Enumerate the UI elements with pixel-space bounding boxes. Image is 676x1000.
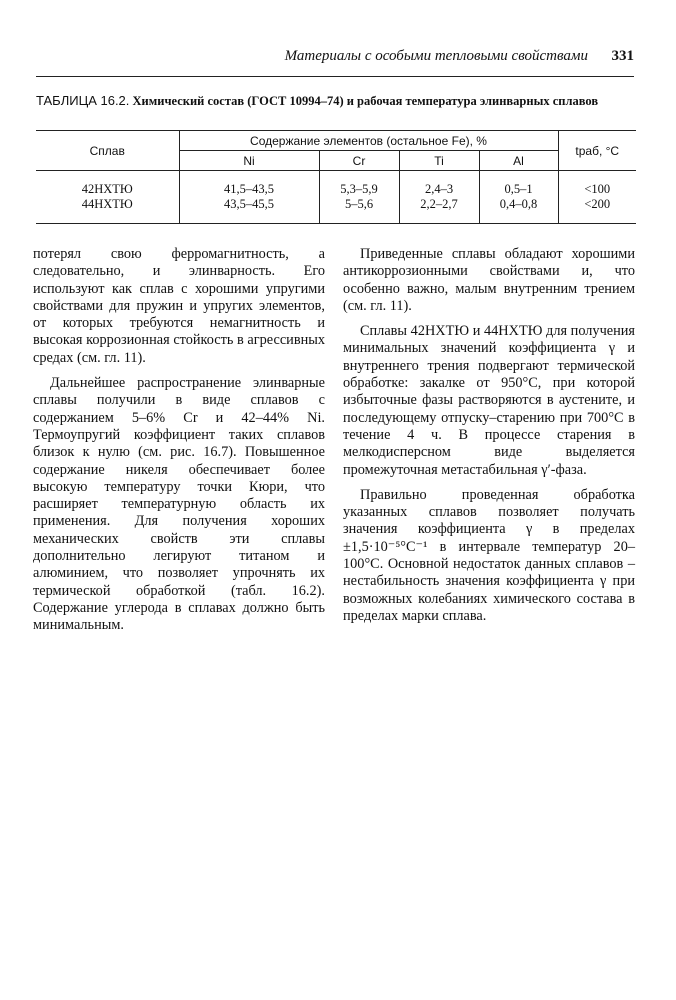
running-title: Материалы с особыми тепловыми свойствами	[284, 48, 588, 64]
composition-table	[36, 130, 636, 224]
header-ni: Ni	[179, 151, 319, 171]
paragraph: Правильно проведенная обработка указанных сплавов позволяет получать значения коэффициента γ в пределах ±1,5·10⁻⁵°С⁻¹ в интервале температур 20–100°С. Основной недостаток данных сплавов – нестабильность значения коэффициента γ при возможных колебаниях химического состава в пределах марки сплава.	[343, 486, 635, 624]
cell-alloys: 42НХТЮ 44НХТЮ	[36, 171, 179, 224]
paragraph: потерял свою ферромагнитность, а следовательно, и элинварность. Его используют как сплав с хорошими упругими свойствами для пружин и упругих элементов, от которых требуются немагнитность и высокая коррозионная стойкость в агрессивных средах (см. гл. 11).	[33, 246, 325, 366]
header-al: Al	[479, 151, 558, 171]
table-caption-text: Химический состав (ГОСТ 10994–74) и рабочая температура элинварных сплавов	[132, 94, 599, 108]
header-alloy: Сплав	[36, 131, 179, 171]
header-content: Содержание элементов (остальное Fe), %	[179, 131, 558, 151]
paragraph: Приведенные сплавы обладают хорошими антикоррозионными свойствами и, что особенно важно, малым внутренним трением (см. гл. 11).	[343, 246, 635, 314]
header-cr: Cr	[319, 151, 399, 171]
table-label: ТАБЛИЦА 16.2.	[36, 93, 130, 108]
table-caption	[36, 94, 636, 108]
page-number: 331	[611, 48, 634, 64]
cell-al: 0,5–1 0,4–0,8	[479, 171, 558, 224]
header-temp: tраб, °C	[558, 131, 636, 171]
paragraph: Дальнейшее распространение элинварные сплавы получили в виде сплавов с содержанием 5–6% Cr и 42–44% Ni. Термоупругий коэффициент таких сплавов близок к нулю (см. рис. 16.7). Повышенное содержание никеля обеспечивает более высокую температуру точки Кюри, что расширяет температурную область их применения. Для получения хороших механических свойств эти сплавы дополнительно легируют титаном и алюминием, что позволяет упрочнять их термической обработкой (табл. 16.2). Содержание углерода в сплавах должно быть минимальным.	[33, 375, 325, 634]
page-header	[36, 46, 634, 77]
cell-cr: 5,3–5,9 5–5,6	[319, 171, 399, 224]
cell-ti: 2,4–3 2,2–2,7	[399, 171, 479, 224]
right-column	[343, 246, 635, 633]
header-ti: Ti	[399, 151, 479, 171]
cell-ni: 41,5–43,5 43,5–45,5	[179, 171, 319, 224]
cell-temp: <100 <200	[558, 171, 636, 224]
left-column	[33, 246, 325, 643]
paragraph: Сплавы 42НХТЮ и 44НХТЮ для получения минимальных значений коэффициента γ и внутреннего трения подвергают термической обработке: закалке от 950°С, при которой избыточные фазы растворяются в аустените, и последующему отпуску–старению при 700°С в течение 4 ч. В процессе старения в мелкодисперсном виде выделяется промежуточная метастабильная γ′-фаза.	[343, 323, 635, 478]
